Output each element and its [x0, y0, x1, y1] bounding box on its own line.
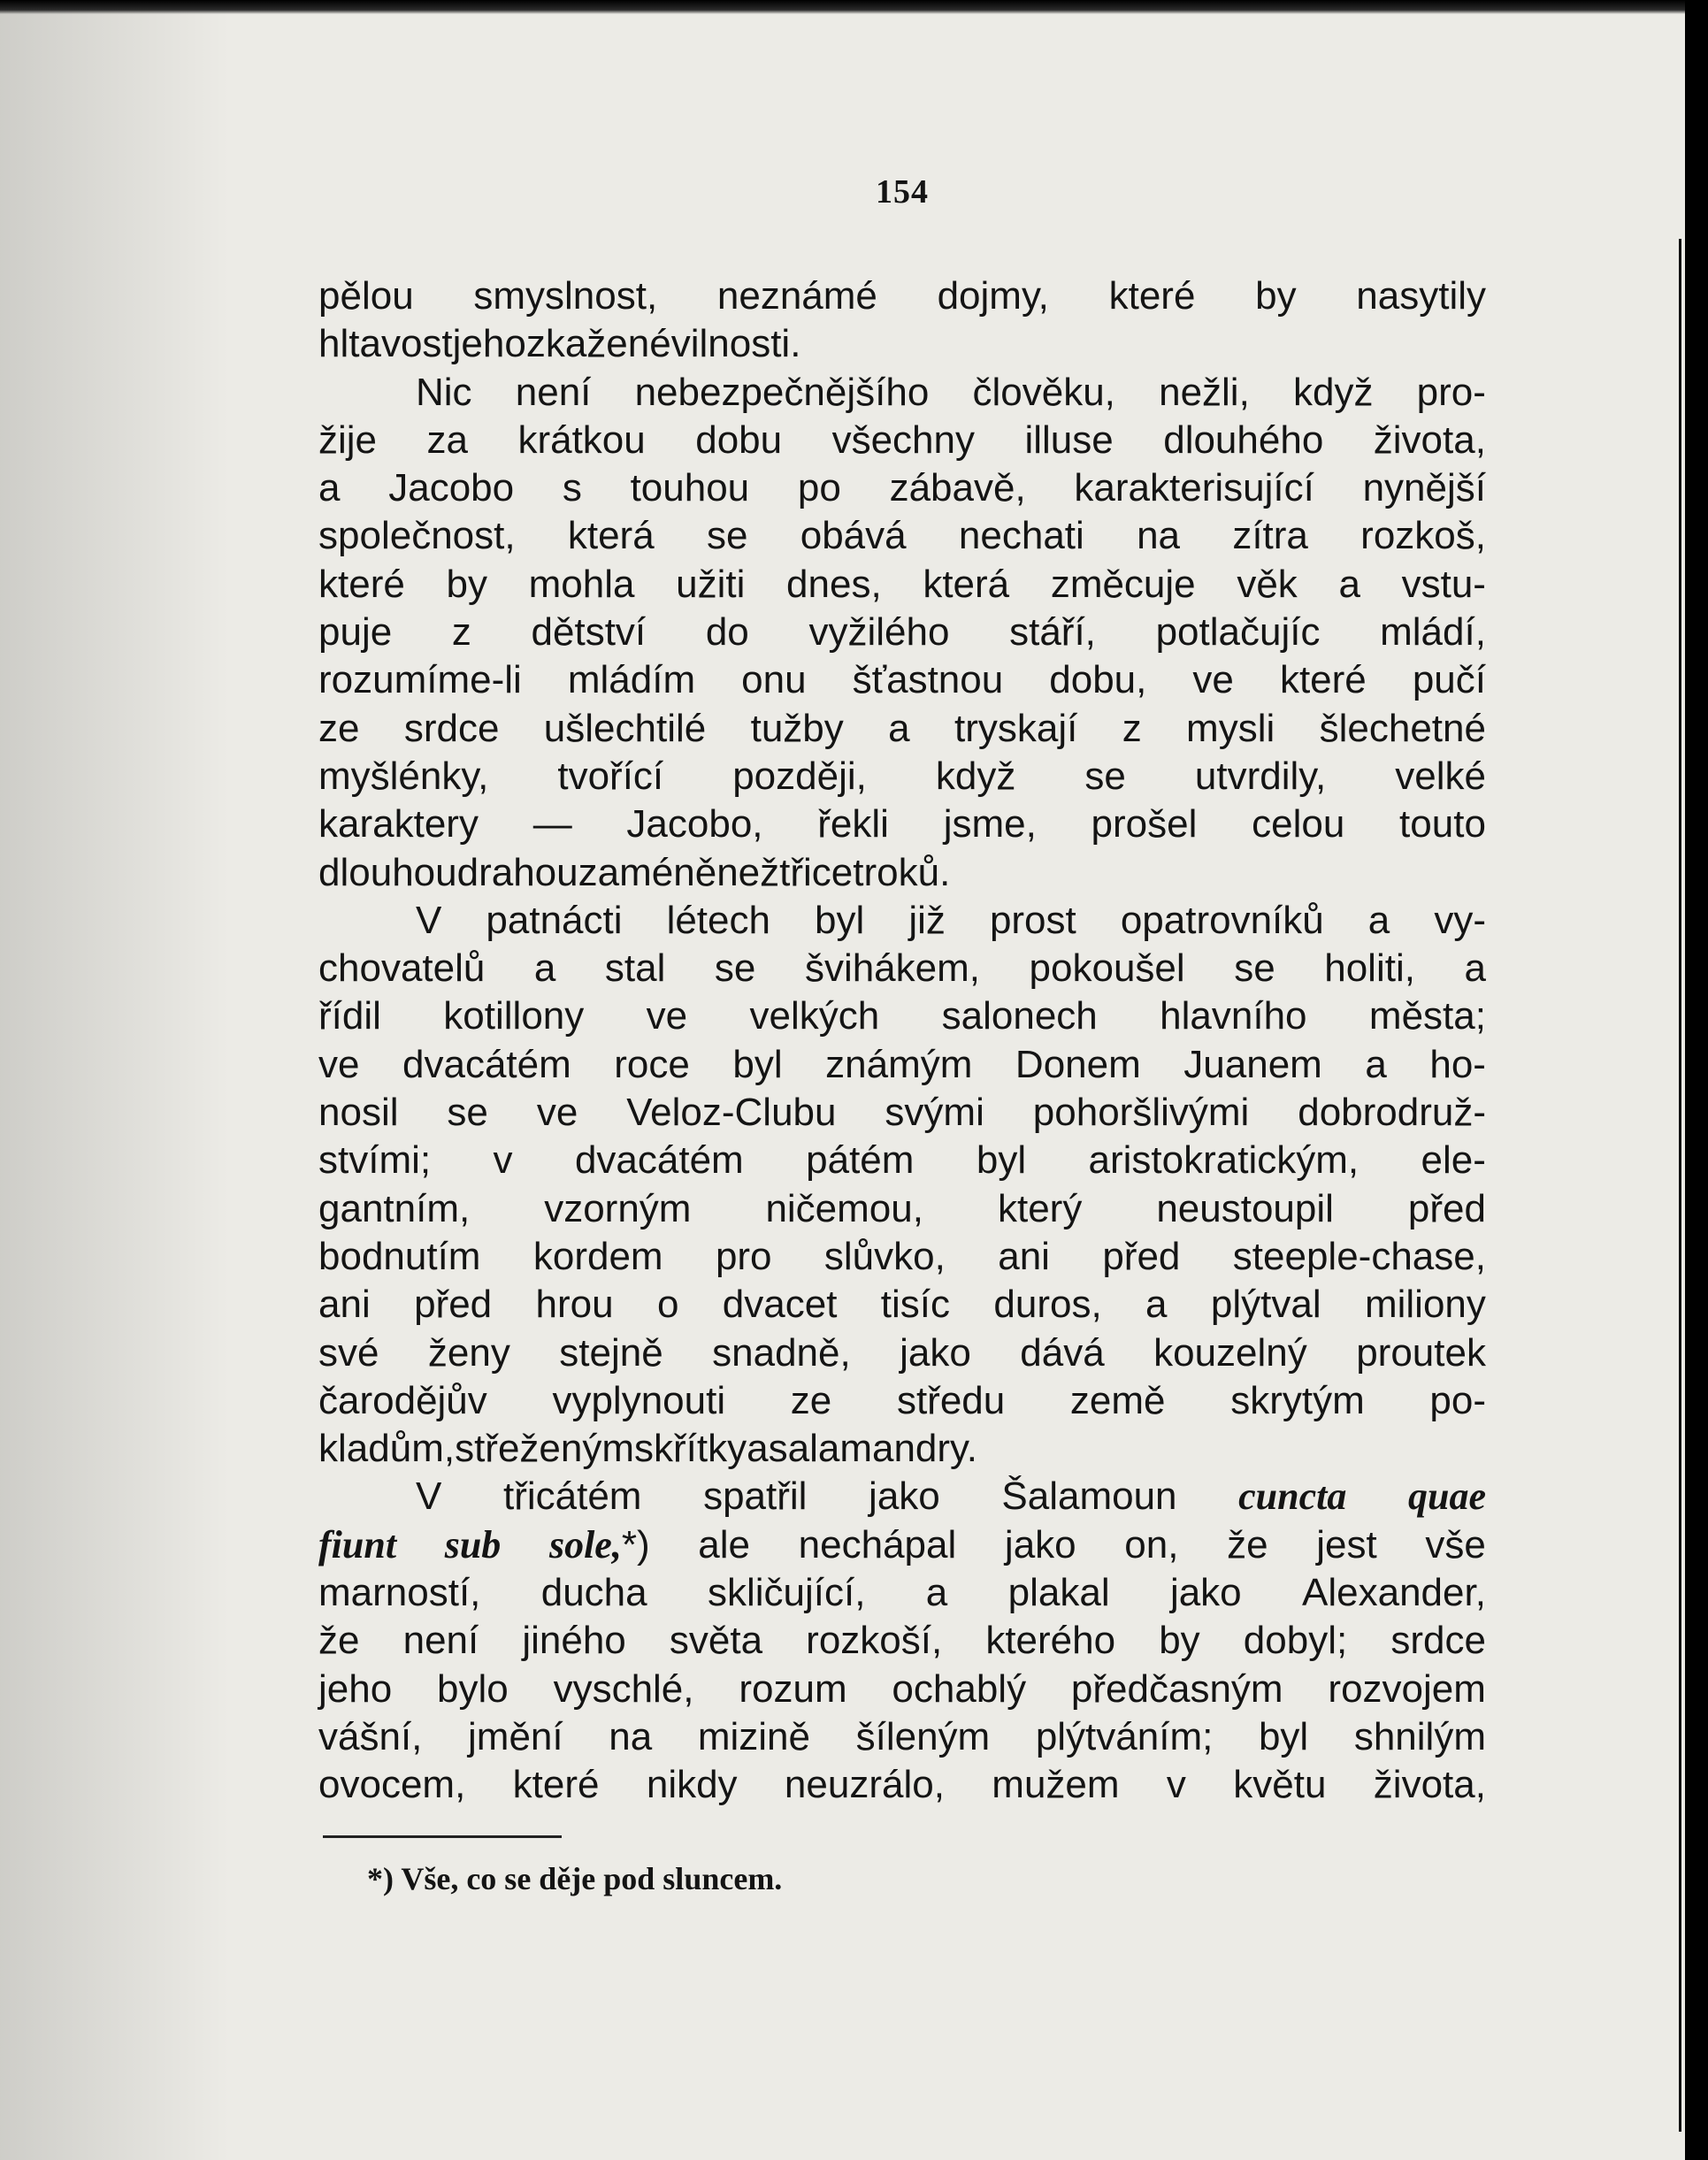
word: ani	[318, 1283, 371, 1327]
text-line	[318, 992, 1486, 1040]
word: byl	[1258, 1714, 1309, 1758]
word: karaktery	[318, 802, 479, 846]
word: na	[609, 1714, 653, 1758]
word: touhou	[630, 466, 750, 510]
word: obává	[800, 514, 907, 558]
word: pohoršlivými	[1032, 1091, 1250, 1135]
word: stáří,	[1009, 610, 1096, 655]
word: se	[714, 946, 756, 991]
word: své	[318, 1330, 379, 1375]
word: jeho	[318, 1666, 393, 1711]
word: puje	[318, 610, 393, 655]
word: jsme,	[943, 802, 1037, 846]
word: nechápal	[798, 1522, 957, 1566]
word: šlechetné	[1319, 706, 1486, 750]
word: dobrodruž-	[1298, 1091, 1486, 1135]
word: pokoušel	[1029, 946, 1185, 991]
word: vilnosti.	[670, 322, 801, 366]
word: pro-	[1416, 370, 1486, 414]
word: srdce	[1390, 1619, 1486, 1663]
word: vzorným	[544, 1186, 692, 1230]
word: které	[1108, 274, 1196, 318]
word: mládí,	[1380, 610, 1486, 655]
word: mužem	[992, 1763, 1120, 1807]
text-line	[318, 369, 1486, 417]
word: změcuje	[1050, 562, 1196, 606]
word: a	[1145, 1283, 1168, 1327]
word: hltavost	[318, 322, 453, 366]
word: mohla	[528, 562, 635, 606]
word: které	[512, 1763, 600, 1807]
text-line	[318, 1233, 1486, 1281]
word: neustoupil	[1156, 1186, 1334, 1230]
word: Nic	[416, 370, 472, 414]
word: ničemou,	[765, 1186, 923, 1230]
scan-margin-line	[1679, 239, 1681, 2132]
word: tužby	[750, 706, 844, 750]
word: skrytým	[1230, 1378, 1365, 1422]
word: řídil	[318, 994, 381, 1038]
word: světa	[669, 1619, 763, 1663]
word: země	[1069, 1378, 1166, 1422]
word: utvrdily,	[1194, 754, 1327, 798]
word: z	[1122, 706, 1142, 750]
word: nosil	[318, 1091, 399, 1135]
word: kterého	[985, 1619, 1116, 1663]
word: plýtváním;	[1035, 1714, 1214, 1758]
word: života,	[1373, 417, 1486, 462]
word: proutek	[1356, 1330, 1486, 1375]
word: jest	[1316, 1522, 1377, 1566]
word: stejně	[559, 1330, 663, 1375]
word: předčasným	[1070, 1666, 1283, 1711]
word: by	[1159, 1619, 1200, 1663]
word: roků.	[863, 850, 951, 894]
word: dobyl;	[1243, 1619, 1348, 1663]
word: třicátém	[502, 1474, 642, 1519]
word: ale	[698, 1522, 750, 1566]
text-line	[318, 1473, 1486, 1520]
word: potlačujíc	[1155, 610, 1321, 655]
word: sub	[444, 1522, 502, 1566]
word: ve	[318, 1042, 360, 1086]
word: vyschlé,	[553, 1666, 694, 1711]
word: nežli,	[1159, 370, 1250, 414]
word: vyplynouti	[552, 1378, 726, 1422]
word: ušlechtilé	[543, 706, 707, 750]
word: vše	[1425, 1522, 1486, 1566]
text-line	[318, 1761, 1486, 1809]
word: sole,*)	[548, 1522, 650, 1566]
text-line	[318, 1281, 1486, 1329]
word: by	[1255, 274, 1297, 318]
text-line	[318, 1185, 1486, 1233]
word: kotillony	[443, 994, 585, 1038]
word: a	[925, 1571, 948, 1615]
word: není	[515, 370, 592, 414]
word: jako	[1169, 1571, 1242, 1615]
word: jiného	[522, 1619, 626, 1663]
word: marností,	[318, 1571, 481, 1615]
word: jmění	[468, 1714, 563, 1758]
text-line	[318, 1425, 1486, 1473]
word: zítra	[1232, 514, 1308, 558]
word: za	[426, 417, 468, 462]
word: rozkoší,	[806, 1619, 943, 1663]
word: jako	[1004, 1522, 1076, 1566]
word: chovatelů	[318, 946, 486, 991]
word: velké	[1395, 754, 1486, 798]
text-line	[318, 417, 1486, 464]
word: života,	[1373, 1763, 1486, 1807]
word: skličující,	[707, 1571, 866, 1615]
text-line	[318, 609, 1486, 656]
word: by	[446, 562, 487, 606]
word: po-	[1429, 1378, 1486, 1422]
word: tryskají	[954, 706, 1078, 750]
word: známým	[825, 1042, 973, 1086]
word: o	[656, 1283, 679, 1327]
footnote-divider	[323, 1835, 562, 1838]
word: onu	[741, 658, 807, 702]
text-line	[318, 1617, 1486, 1665]
word: švihákem,	[804, 946, 981, 991]
text-line	[318, 1329, 1486, 1377]
word: prošel	[1091, 802, 1198, 846]
word: který	[997, 1186, 1083, 1230]
word: jeho	[452, 322, 526, 366]
word: dojmy,	[937, 274, 1049, 318]
word: jako	[900, 1330, 971, 1375]
word: žije	[318, 417, 378, 462]
word: které	[1279, 658, 1367, 702]
text-line	[318, 945, 1486, 992]
word: tisíc	[880, 1283, 951, 1327]
text-line	[318, 800, 1486, 848]
page-number: 154	[876, 173, 929, 211]
word: patnácti	[486, 898, 623, 942]
word: rozumíme-li	[318, 658, 522, 702]
word: shnilým	[1353, 1714, 1486, 1758]
word: aristokratickým,	[1088, 1138, 1360, 1183]
word: věk	[1237, 562, 1298, 606]
word: mysli	[1186, 706, 1275, 750]
word: že	[318, 1619, 360, 1663]
word: vyžilého	[808, 610, 950, 655]
word: snadně,	[712, 1330, 851, 1375]
book-page	[318, 0, 1486, 2160]
word: —	[532, 802, 572, 846]
word: nynější	[1362, 466, 1486, 510]
word: a	[318, 466, 341, 510]
word: smyslnost,	[473, 274, 658, 318]
text-line	[318, 272, 1486, 320]
word: ducha	[540, 1571, 647, 1615]
word: kladům,	[318, 1427, 456, 1471]
word: v	[1166, 1763, 1186, 1807]
word: nasytily	[1356, 274, 1486, 318]
word: mládím	[567, 658, 696, 702]
word: neznámé	[716, 274, 877, 318]
word: dvacátém	[574, 1138, 744, 1183]
word: dětství	[531, 610, 647, 655]
word: Jacobo	[388, 466, 515, 510]
word: salonech	[941, 994, 1098, 1038]
word: šťastnou	[852, 658, 1004, 702]
word: řekli	[817, 802, 889, 846]
word: karakterisující	[1074, 466, 1314, 510]
word: Šalamoun	[1001, 1474, 1177, 1519]
word: středu	[896, 1378, 1006, 1422]
word: ženy	[427, 1330, 510, 1375]
body-text	[318, 272, 1486, 1810]
word: stvími;	[318, 1138, 432, 1183]
word: dobu	[695, 417, 783, 462]
word: tvořící	[557, 754, 664, 798]
word: čarodějův	[318, 1378, 487, 1422]
word: se	[447, 1091, 488, 1135]
word: rozkoš,	[1360, 514, 1486, 558]
word: duros,	[993, 1283, 1102, 1327]
word: velkých	[749, 994, 880, 1038]
word: byl	[976, 1138, 1027, 1183]
word: méně	[619, 850, 717, 894]
word: dlouhou	[318, 850, 457, 894]
word: stal	[604, 946, 666, 991]
word: steeple-chase,	[1232, 1234, 1486, 1278]
word: pučí	[1412, 658, 1486, 702]
word: z	[451, 610, 471, 655]
word: zkažené	[525, 322, 671, 366]
word: pělou	[318, 274, 414, 318]
word: šíleným	[855, 1714, 991, 1758]
text-line	[318, 1521, 1486, 1569]
text-line	[318, 1137, 1486, 1184]
word: byl	[732, 1042, 783, 1086]
word: hrou	[535, 1283, 614, 1327]
word: dlouhého	[1163, 417, 1324, 462]
scan-shadow	[0, 0, 230, 2160]
word: slůvko,	[823, 1234, 946, 1278]
text-line	[318, 320, 1486, 368]
word: střeženým	[455, 1427, 635, 1471]
word: a	[1367, 898, 1390, 942]
word: vy-	[1434, 898, 1486, 942]
text-line	[318, 849, 1486, 897]
word: když	[935, 754, 1016, 798]
word: a	[1338, 562, 1360, 606]
word: a	[1365, 1042, 1387, 1086]
word: do	[705, 610, 749, 655]
word: mizině	[697, 1714, 810, 1758]
word: již	[908, 898, 946, 942]
word: zábavě,	[889, 466, 1026, 510]
text-line	[318, 464, 1486, 512]
word: nikdy	[646, 1763, 738, 1807]
word: společnost,	[318, 514, 516, 558]
word: po	[797, 466, 841, 510]
word: spatřil	[703, 1474, 808, 1519]
text-line	[318, 512, 1486, 560]
text-line	[318, 753, 1486, 800]
word: plýtval	[1210, 1283, 1321, 1327]
footnote: *) Vše, co se děje pod sluncem.	[367, 1861, 783, 1896]
word: opatrovníků	[1120, 898, 1324, 942]
word: V	[416, 1474, 442, 1519]
word: ele-	[1421, 1138, 1486, 1183]
word: ve	[1192, 658, 1234, 702]
word: třicet	[779, 850, 864, 894]
word: V	[416, 898, 442, 942]
word: ze	[318, 706, 360, 750]
word: člověku,	[972, 370, 1115, 414]
text-line	[318, 561, 1486, 609]
word: illuse	[1024, 417, 1114, 462]
word: dává	[1020, 1330, 1105, 1375]
word: fiunt	[318, 1522, 397, 1566]
word: srdce	[403, 706, 500, 750]
word: celou	[1252, 802, 1345, 846]
word: dobu,	[1049, 658, 1147, 702]
word: všechny	[831, 417, 975, 462]
word: a	[533, 946, 556, 991]
word: létech	[666, 898, 770, 942]
word: vášní,	[318, 1714, 423, 1758]
word: květu	[1233, 1763, 1327, 1807]
word: ze	[790, 1378, 832, 1422]
word: holiti,	[1324, 946, 1415, 991]
word: ovocem,	[318, 1763, 466, 1807]
word: nechati	[958, 514, 1084, 558]
word: rozvojem	[1328, 1666, 1486, 1711]
word: s	[562, 466, 582, 510]
word: Alexander,	[1302, 1571, 1486, 1615]
word: jako	[869, 1474, 940, 1519]
word: ani	[998, 1234, 1050, 1278]
word: dnes,	[786, 562, 882, 606]
word: než	[716, 850, 780, 894]
word: dvacátém	[402, 1042, 571, 1086]
word: neuzrálo,	[784, 1763, 945, 1807]
word: vstu-	[1401, 562, 1486, 606]
word: ve	[536, 1091, 578, 1135]
text-line	[318, 1377, 1486, 1425]
text-line	[318, 1089, 1486, 1137]
word: bodnutím	[318, 1234, 481, 1278]
word: myšlénky,	[318, 754, 489, 798]
word: nebezpečnějšího	[634, 370, 930, 414]
word: hlavního	[1160, 994, 1307, 1038]
word: svými	[885, 1091, 984, 1135]
word: kordem	[532, 1234, 663, 1278]
word: užiti	[676, 562, 746, 606]
word: za	[578, 850, 620, 894]
word: Jacobo,	[626, 802, 763, 846]
word: bylo	[437, 1666, 509, 1711]
word: drahou	[456, 850, 578, 894]
word: která	[923, 562, 1010, 606]
word: dvacet	[722, 1283, 838, 1327]
word: ve	[646, 994, 688, 1038]
word: ochablý	[892, 1666, 1027, 1711]
word: miliony	[1364, 1283, 1486, 1327]
word: roce	[614, 1042, 690, 1086]
word: gantním,	[318, 1186, 471, 1230]
word: a	[888, 706, 910, 750]
word: touto	[1399, 802, 1486, 846]
word: před	[1102, 1234, 1181, 1278]
word: ho-	[1429, 1042, 1486, 1086]
word: se	[706, 514, 748, 558]
word: na	[1137, 514, 1181, 558]
word: skřítky	[634, 1427, 747, 1471]
word: krátkou	[517, 417, 646, 462]
word: města;	[1368, 994, 1486, 1038]
word: prost	[989, 898, 1076, 942]
word: plakal	[1007, 1571, 1110, 1615]
word: později,	[732, 754, 867, 798]
word: kouzelný	[1153, 1330, 1307, 1375]
text-line	[318, 705, 1486, 753]
word: rozum	[739, 1666, 847, 1711]
word: pro	[715, 1234, 772, 1278]
word: on,	[1124, 1522, 1179, 1566]
text-line	[318, 897, 1486, 945]
word: není	[402, 1619, 479, 1663]
text-line	[318, 1713, 1486, 1761]
word: pátém	[806, 1138, 915, 1183]
word: cuncta	[1238, 1474, 1347, 1519]
word: se	[1084, 754, 1126, 798]
word: a	[747, 1427, 769, 1471]
word: když	[1293, 370, 1374, 414]
word: salamandry.	[768, 1427, 978, 1471]
text-line	[318, 1569, 1486, 1617]
word: Juanem	[1183, 1042, 1322, 1086]
word: se	[1234, 946, 1275, 991]
word: které	[318, 562, 405, 606]
scan-edge-right	[1685, 0, 1708, 2160]
word: v	[493, 1138, 513, 1183]
word: Donem	[1015, 1042, 1141, 1086]
word: která	[567, 514, 655, 558]
word: před	[414, 1283, 493, 1327]
word: a	[1464, 946, 1486, 991]
text-line	[318, 1041, 1486, 1089]
word: quae	[1407, 1474, 1486, 1519]
text-line	[318, 1666, 1486, 1713]
word: byl	[815, 898, 865, 942]
text-line	[318, 656, 1486, 704]
word: že	[1227, 1522, 1268, 1566]
word: před	[1407, 1186, 1486, 1230]
word: Veloz-Clubu	[626, 1091, 837, 1135]
